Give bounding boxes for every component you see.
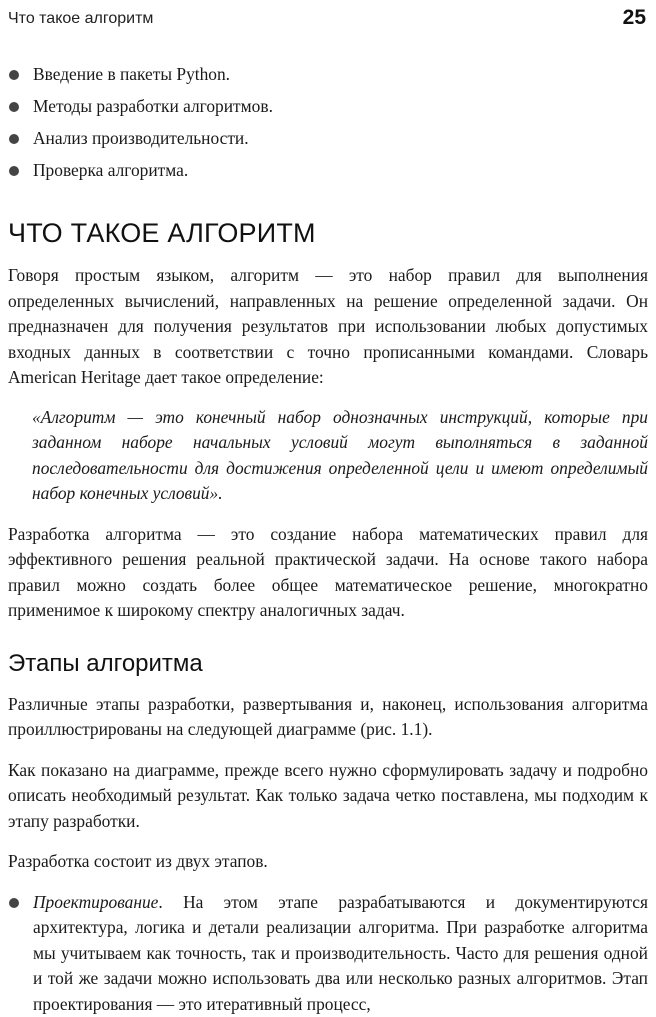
page-content xyxy=(8,58,648,1017)
list-item: Проверка алгоритма. xyxy=(8,154,648,186)
stage-bullet-list xyxy=(8,890,648,1017)
list-item xyxy=(8,890,648,1017)
page-number: 25 xyxy=(623,6,646,30)
paragraph: Как показано на диаграмме, прежде всего нужно сформулировать задачу и подробно описать необходимый результат. Как только задача четко поставлена, мы подходим к этапу разработки. xyxy=(8,758,648,835)
list-item: Введение в пакеты Python. xyxy=(8,58,648,90)
subsection-heading: Этапы алгоритма xyxy=(8,650,648,678)
paragraph: Различные этапы разработки, развертывания и, наконец, использования алгоритма проиллюстрированы на следующей диаграмме (рис. 1.1). xyxy=(8,692,648,743)
running-header xyxy=(8,4,646,34)
intro-bullet-list xyxy=(8,58,648,186)
list-item: Анализ производительности. xyxy=(8,122,648,154)
paragraph: Разработка состоит из двух этапов. xyxy=(8,849,648,875)
bullet-text: . На этом этапе разрабатываются и документируются архитектура, логика и детали реализации алгоритма. При разработке алгоритма мы учитываем как точность, так и производительность. Часто для решения одной и той же задачи можно использовать два или несколько разных алгоритмов. Этап проектирования — это итеративный процесс, xyxy=(33,892,648,1014)
paragraph: Говоря простым языком, алгоритм — это набор правил для выполнения определенных вычислений, направленных на решение определенной задачи. Он предназначен для получения результатов при использовании любых допустимых входных данных в соответствии с точно прописанными командами. Словарь American Heritage дает такое определение: xyxy=(8,263,648,391)
paragraph: Разработка алгоритма — это создание набора математических правил для эффективного решения реальной практической задачи. На основе такого набора правил можно создать более общее математическое решение, многократно применимое к широкому спектру аналогичных задач. xyxy=(8,522,648,624)
definition-quote: «Алгоритм — это конечный набор однозначных инструкций, которые при заданном наборе начальных условий могут выполняться в заданной последовательности для достижения определенной цели и имеют определимый набор конечных условий». xyxy=(32,405,648,507)
bullet-term: Проектирование xyxy=(33,892,158,912)
section-heading: ЧТО ТАКОЕ АЛГОРИТМ xyxy=(8,218,648,249)
running-title: Что такое алгоритм xyxy=(8,10,153,28)
list-item: Методы разработки алгоритмов. xyxy=(8,90,648,122)
